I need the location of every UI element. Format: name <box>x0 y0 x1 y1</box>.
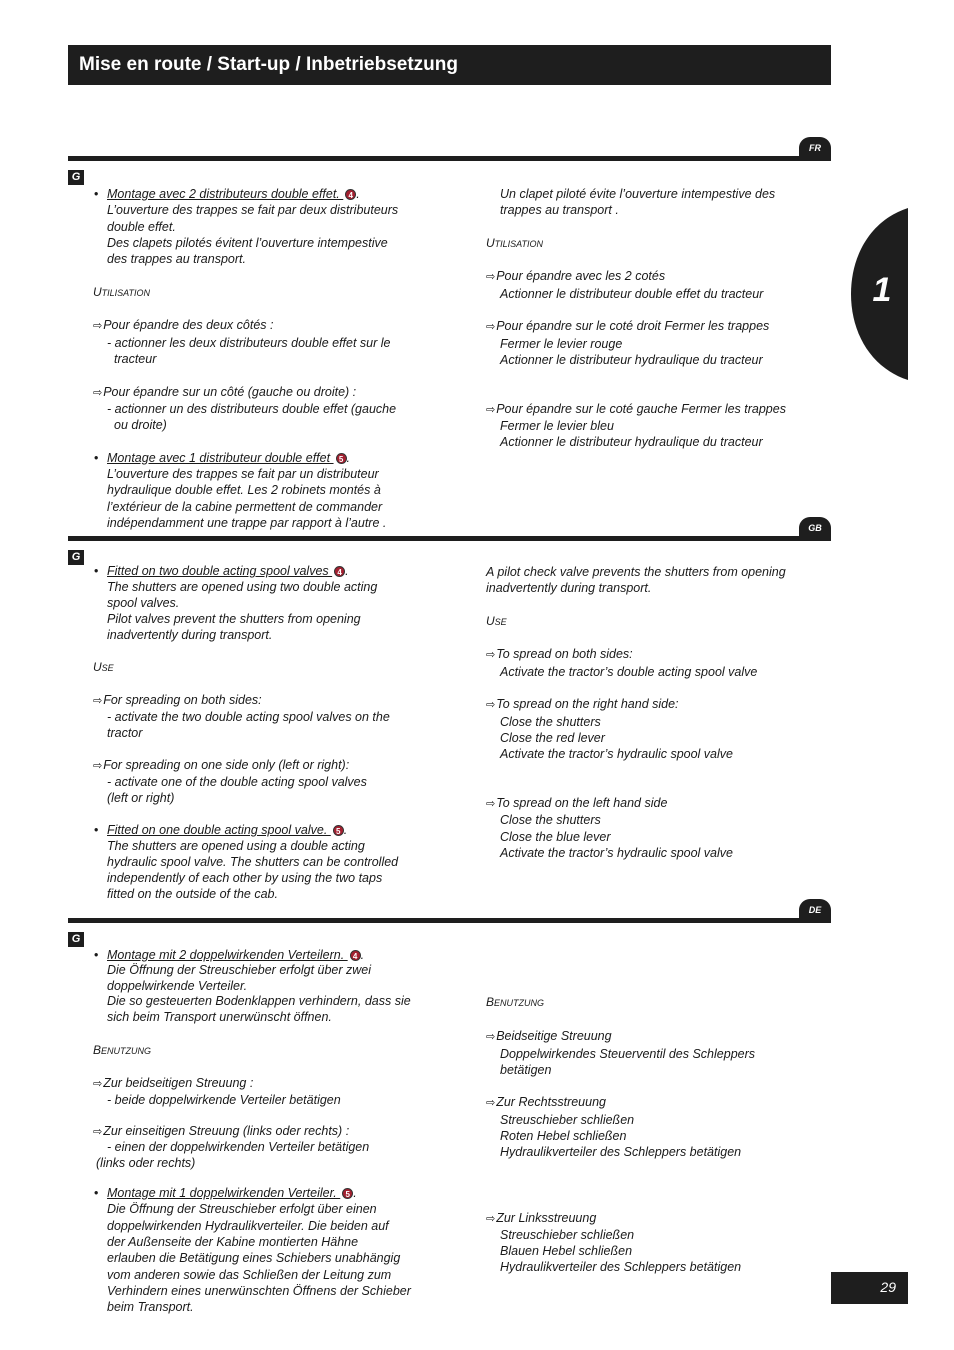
de-bullet-2-title: Montage mit 1 doppelwirkenden Verteiler. <box>107 1186 341 1201</box>
reference-number-4: 4 <box>350 950 361 961</box>
language-tab-gb: GB <box>799 517 831 539</box>
de-usage-heading-right: BENUTZUNG <box>486 995 545 1009</box>
fr-usage-heading-right: UTILISATION <box>486 235 544 250</box>
de-right-column: BENUTZUNG ⇨Beidseitige Streuung Doppelwirkendes Steuerventil des Schleppers betätigen ⇨Zur Rechtsstreuung Streuschieber schließen Roten Hebel schließen Hydraulikverteiler des Schleppers betätigen ⇨Zur Linksstreuung Streuschieber schließen Blauen Hebel schließen Hydraulikverteiler des Schleppers betätigen <box>486 994 806 1276</box>
de-left-column: • Montage mit 2 doppelwirkenden Verteilern. 4 . Die Öffnung der Streuschieber erfolgt über zwei doppelwirkende Verteiler. Die so gesteuerten Bodenklappen verhindern, dass sie sich beim Transport unerwünscht öffnen. BENUTZUNG ⇨Zur beidseitigen Streuung : - beide doppelwirkende Verteiler betätigen ⇨Zur einseitigen Streuung (links oder rechts) : - einen der doppelwirkenden Verteiler betätigen (links oder rechts) • Montage mit 1 doppelwirkenden Verteiler. 5 . Die Öffnung der Streuschieber erfolgt über einen doppelwirkenden Hydraulikverteiler. Die beiden auf der Außenseite der Kabine montierten Hähne erlauben die Betätigung eines Schiebers unabhängig vom anderen sowie das Schließen der Leitung zum Verhindern eines unerwünschten Öffnens der Schieber beim Transport. <box>107 947 447 1315</box>
reference-number-5: 5 <box>333 825 344 836</box>
fr-usage-heading: UTILISATION <box>93 284 151 299</box>
de-usage-heading: BENUTZUNG <box>93 1042 152 1057</box>
page-number: 29 <box>831 1272 908 1304</box>
fr-bullet-1-title: Montage avec 2 distributeurs double effet. <box>107 187 344 201</box>
chapter-number: 1 <box>872 271 892 309</box>
arrow-icon: ⇨ <box>486 403 496 416</box>
de-bullet-1-title: Montage mit 2 doppelwirkenden Verteilern. <box>107 948 348 962</box>
language-tab-fr: FR <box>799 137 831 159</box>
arrow-icon: ⇨ <box>93 695 103 708</box>
page-header-title: Mise en route / Start-up / Inbetriebsetzung <box>68 45 831 85</box>
arrow-icon: ⇨ <box>486 1031 496 1044</box>
language-tab-de: DE <box>799 899 831 921</box>
arrow-icon: ⇨ <box>93 386 103 399</box>
section-marker-g: G <box>68 932 84 947</box>
arrow-icon: ⇨ <box>486 699 496 712</box>
arrow-icon: ⇨ <box>93 1125 103 1138</box>
section-divider <box>68 156 831 161</box>
section-marker-g: G <box>68 550 84 565</box>
section-marker-g: G <box>68 170 84 185</box>
fr-right-column: Un clapet piloté évite l’ouverture intempestive des trappes au transport . UTILISATION ⇨Pour épandre avec les 2 cotés Actionner le distributeur double effet du tracteur ⇨Pour épandre sur le coté droit Fermer les trappes Fermer le levier rouge Actionner le distributeur hydraulique du tracteur ⇨Pour épandre sur le coté gauche Fermer les trappes Fermer le levier bleu Actionner le distributeur hydraulique du tracteur <box>486 186 806 451</box>
gb-right-column: A pilot check valve prevents the shutters from opening inadvertently during transport. USE ⇨To spread on both sides: Activate the tractor’s double acting spool valve ⇨To spread on the right hand side: Close the shutters Close the red lever Activate the tractor’s hydraulic spool valve ⇨To spread on the left hand side Close the shutters Close the blue lever Activate the tractor’s hydraulic spool valve <box>486 564 806 861</box>
arrow-icon: ⇨ <box>486 1097 496 1110</box>
arrow-icon: ⇨ <box>486 271 496 284</box>
gb-bullet-2-title: Fitted on one double acting spool valve. <box>107 823 331 838</box>
arrow-icon: ⇨ <box>93 760 103 773</box>
arrow-icon: ⇨ <box>486 649 496 662</box>
arrow-icon: ⇨ <box>486 1212 496 1225</box>
reference-number-5: 5 <box>336 453 347 464</box>
gb-use-heading: USE <box>93 659 114 674</box>
arrow-icon: ⇨ <box>486 798 496 811</box>
fr-bullet-2-title: Montage avec 1 distributeur double effet <box>107 450 334 465</box>
reference-number-4: 4 <box>334 566 345 577</box>
section-divider <box>68 918 831 923</box>
reference-number-5: 5 <box>342 1188 353 1199</box>
arrow-icon: ⇨ <box>93 1078 103 1091</box>
fr-left-column: • Montage avec 2 distributeurs double effet. 4 . L’ouverture des trappes se fait par deux distributeurs double effet. Des clapets pilotés évitent l’ouverture intempestive des trappes au transport. UTILISATION ⇨Pour épandre des deux côtés : - actionner les deux distributeurs double effet sur le tracteur ⇨Pour épandre sur un côté (gauche ou droite) : - actionner un des distributeurs double effet (gauche ou droite) • Montage avec 1 distributeur double effet 5 . L’ouverture des trappes se fait par un distributeur hydraulique double effet. Les 2 robinets montés à l’extérieur de la cabine permettent de commander indépendamment une trappe par rapport à l’autre . <box>107 186 437 531</box>
gb-bullet-1-title: Fitted on two double acting spool valves <box>107 564 333 578</box>
arrow-icon: ⇨ <box>486 321 496 334</box>
reference-number-4: 4 <box>345 189 356 200</box>
gb-use-heading-right: USE <box>486 613 507 628</box>
gb-left-column: • Fitted on two double acting spool valves 4 . The shutters are opened using two double acting spool valves. Pilot valves prevent the shutters from opening inadvertently during transport. USE ⇨For spreading on both sides: - activate the two double acting spool valves on the tractor ⇨For spreading on one side only (left or right): - activate one of the double acting spool valves (left or right) • Fitted on one double acting spool valve. 5 . The shutters are opened using a double acting hydraulic spool valve. The shutters can be controlled independently of each other by using the two taps fitted on the outside of the cab. <box>107 564 437 903</box>
arrow-icon: ⇨ <box>93 320 103 333</box>
section-divider <box>68 536 831 541</box>
